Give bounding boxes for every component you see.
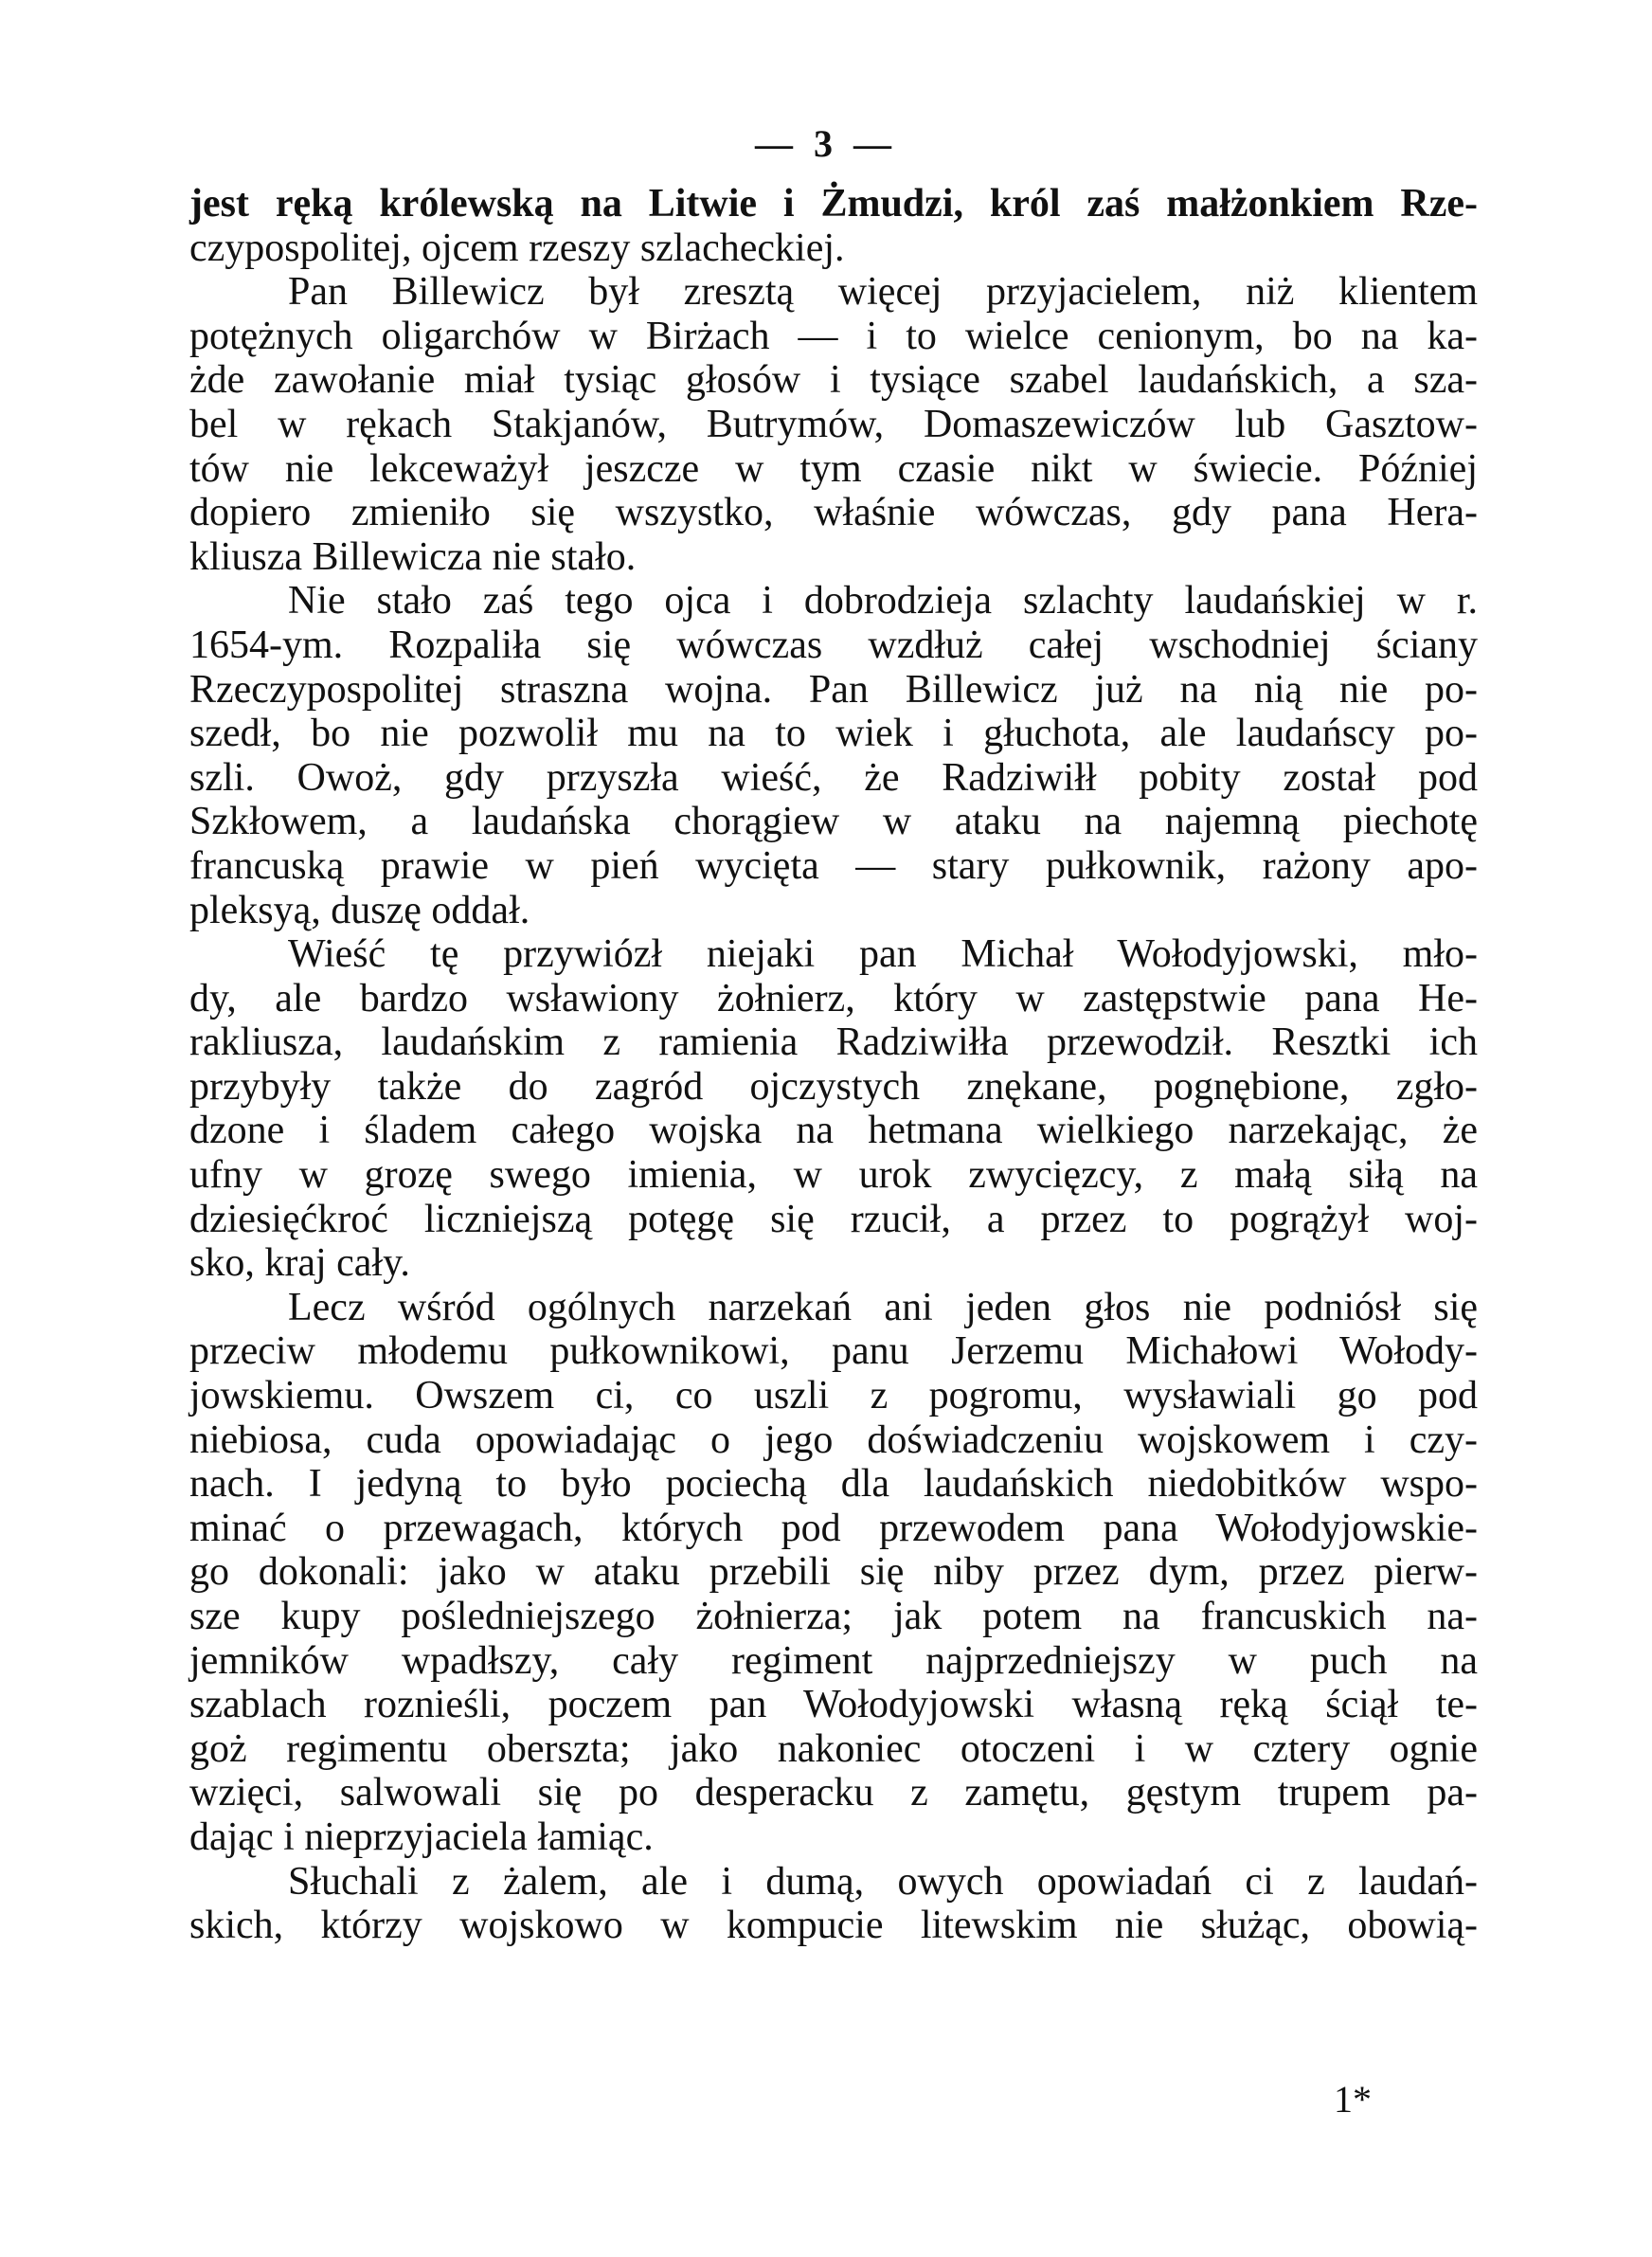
text-line: dopiero zmieniło się wszystko, właśnie wówczas, gdy pana Hera- <box>189 491 1478 535</box>
text-line: skich, którzy wojskowo w kompucie litewskim nie służąc, obowią- <box>189 1904 1478 1948</box>
text-line: Wieść tę przywiózł niejaki pan Michał Wołodyjowski, mło- <box>288 932 1478 977</box>
text-line: potężnych oligarchów w Birżach — i to wielce cenionym, bo na ka- <box>189 314 1478 358</box>
text-line: jowskiemu. Owszem ci, co uszli z pogromu, wysławiali go pod <box>189 1374 1478 1418</box>
text-line: szedł, bo nie pozwolił mu na to wiek i głuchota, ale laudańscy po- <box>189 712 1478 756</box>
text-line: Słuchali z żalem, ale i dumą, owych opowiadań ci z laudań- <box>288 1859 1478 1904</box>
text-line: szli. Owoż, gdy przyszła wieść, że Radziwiłł pobity został pod <box>189 755 1478 800</box>
text-line: 1654-ym. Rozpaliła się wówczas wzdłuż całej wschodniej ściany <box>189 623 1478 667</box>
text-line: go dokonali: jako w ataku przebili się niby przez dym, przez pierw- <box>189 1550 1478 1595</box>
text-line: żde zawołanie miał tysiąc głosów i tysiące szabel laudańskich, a sza- <box>189 358 1478 403</box>
text-line: Rzeczypospolitej straszna wojna. Pan Billewicz już na nią nie po- <box>189 667 1478 712</box>
text-line: przeciw młodemu pułkownikowi, panu Jerzemu Michałowi Wołody- <box>189 1329 1478 1374</box>
text-line: goż regimentu oberszta; jako nakoniec otoczeni i w cztery ognie <box>189 1726 1478 1771</box>
text-line: sko, kraj cały. <box>189 1241 410 1286</box>
text-line: Nie stało zaś tego ojca i dobrodzieja szlachty laudańskiej w r. <box>288 579 1478 623</box>
text-line: dy, ale bardzo wsławiony żołnierz, który w zastępstwie pana He- <box>189 976 1478 1020</box>
text-line: przybyły także do zagród ojczystych znękane, pognębione, zgło- <box>189 1064 1478 1109</box>
text-line: wzięci, salwowali się po desperacku z zamętu, gęstym trupem pa- <box>189 1771 1478 1815</box>
text-line: czypospolitej, ojcem rzeszy szlacheckiej. <box>189 226 845 270</box>
text-line: sze kupy pośledniejszego żołnierza; jak potem na francuskich na- <box>189 1595 1478 1638</box>
text-line: Szkłowem, a laudańska chorągiew w ataku na najemną piechotę <box>189 800 1478 844</box>
text-line: rakliusza, laudańskim z ramienia Radziwiłła przewodził. Resztki ich <box>189 1020 1478 1065</box>
text-line: francuską prawie w pień wycięta — stary pułkownik, rażony apo- <box>189 843 1478 888</box>
text-line: kliusza Billewicza nie stało. <box>189 534 637 579</box>
text-line: bel w rękach Stakjanów, Butrymów, Domaszewiczów lub Gasztow- <box>189 402 1478 446</box>
text-line: dzone i śladem całego wojska na hetmana wielkiego narzekając, że <box>189 1109 1478 1153</box>
page-number: — 3 — <box>755 122 897 165</box>
body-text <box>189 182 1478 1948</box>
text-line: tów nie lekceważył jeszcze w tym czasie nikt w świecie. Później <box>189 446 1478 491</box>
text-line: pleksyą, duszę oddał. <box>189 888 530 932</box>
text-line: ufny w grozę swego imienia, w urok zwycięzcy, z małą siłą na <box>189 1153 1478 1198</box>
text-line: dziesięćkroć liczniejszą potęgę się rzucił, a przez to pogrążył woj- <box>189 1197 1478 1241</box>
text-line: minać o przewagach, których pod przewodem pana Wołodyjowskie- <box>189 1506 1478 1550</box>
text-line: nach. I jedyną to było pociechą dla laudańskich niedobitków wspo- <box>189 1462 1478 1507</box>
text-line: Lecz wśród ogólnych narzekań ani jeden głos nie podniósł się <box>288 1285 1478 1329</box>
signature-mark: 1* <box>1334 2078 1372 2121</box>
text-line: dając i nieprzyjaciela łamiąc. <box>189 1815 654 1859</box>
text-line: niebiosa, cuda opowiadając o jego doświadczeniu wojskowem i czy- <box>189 1417 1478 1462</box>
text-line: Pan Billewicz był zresztą więcej przyjacielem, niż klientem <box>288 270 1478 315</box>
text-line: jemników wpadłszy, cały regiment najprzedniejszy w puch na <box>189 1638 1478 1683</box>
text-line: jest ręką królewską na Litwie i Żmudzi, król zaś małżonkiem Rze- <box>189 182 1478 226</box>
text-line: szablach roznieśli, poczem pan Wołodyjowski własną ręką ściął te- <box>189 1683 1478 1727</box>
